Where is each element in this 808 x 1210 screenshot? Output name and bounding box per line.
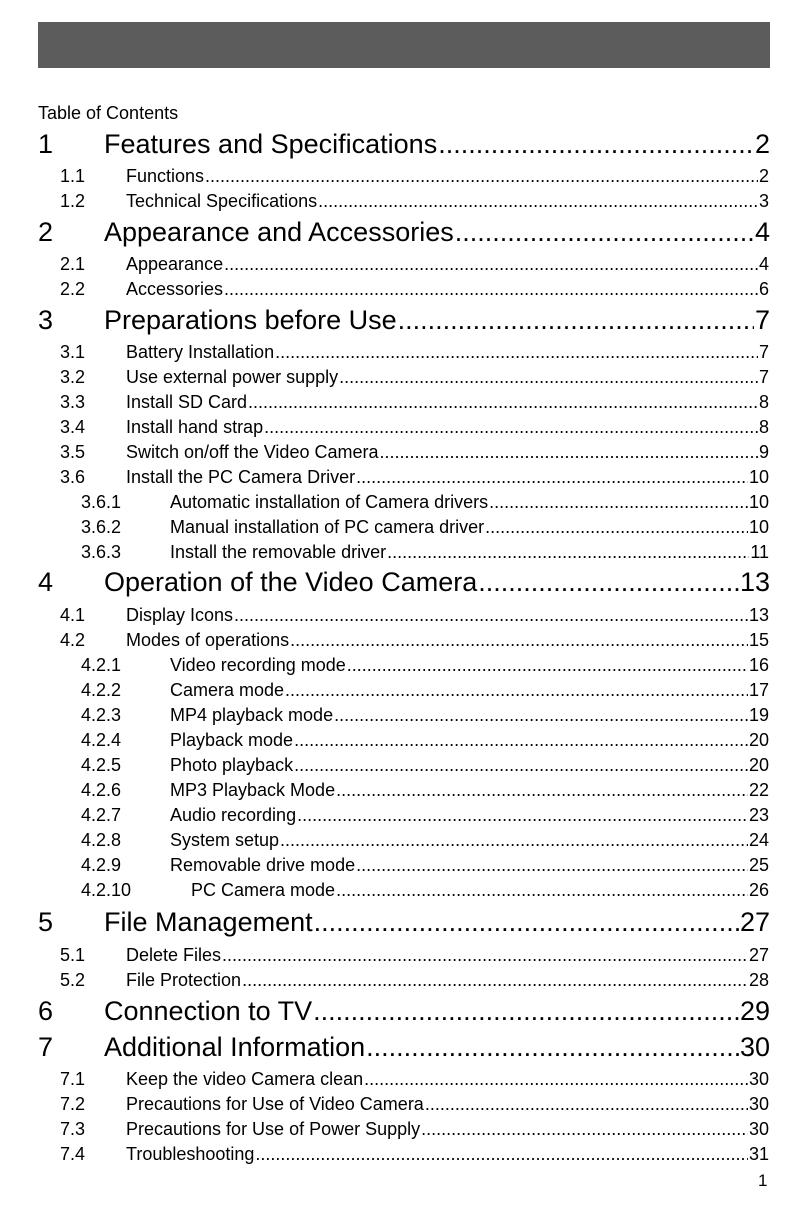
toc-dot-leader (205, 164, 758, 188)
toc-entry-title: Modes of operations (126, 630, 290, 650)
toc-entry-page: 10 (748, 517, 769, 537)
toc-entry-page: 27 (739, 907, 770, 937)
toc-entry[interactable] (81, 540, 769, 564)
toc-entry-number: 5 (38, 907, 54, 937)
toc-dot-leader (224, 252, 758, 276)
toc-entry-title: MP4 playback mode (170, 705, 334, 725)
toc-entry-page: 10 (748, 467, 769, 487)
toc-dot-leader (294, 753, 748, 777)
toc-entry[interactable] (81, 778, 769, 802)
toc-entry[interactable] (60, 365, 769, 389)
toc-entry[interactable] (81, 678, 769, 702)
toc-entry-title: System setup (170, 830, 280, 850)
toc-entry-page: 2 (758, 166, 769, 186)
toc-entry-number: 7.1 (60, 1069, 86, 1089)
toc-entry-number: 5.1 (60, 945, 86, 965)
toc-entry-number: 4.2.9 (81, 855, 122, 875)
toc-dot-leader (387, 540, 749, 564)
toc-entry-number: 4.2.6 (81, 780, 122, 800)
toc-entry-number: 1 (38, 129, 54, 159)
toc-entry-page: 13 (748, 605, 769, 625)
toc-entry[interactable] (81, 853, 769, 877)
toc-entry[interactable] (38, 566, 770, 598)
toc-entry[interactable] (81, 878, 769, 902)
toc-entry-title: Keep the video Camera clean (126, 1069, 364, 1089)
toc-dot-leader (280, 828, 748, 852)
toc-dot-leader (379, 440, 758, 464)
toc-entry-page: 26 (748, 880, 769, 900)
toc-entry[interactable] (60, 1117, 769, 1141)
toc-entry-page: 27 (748, 945, 769, 965)
toc-dot-leader (222, 943, 748, 967)
toc-dot-leader (294, 728, 748, 752)
toc-entry-title: Connection to TV (104, 996, 313, 1026)
toc-entry-page: 4 (754, 217, 770, 247)
toc-entry[interactable] (38, 216, 770, 248)
toc-entry-number: 4.2.1 (81, 655, 122, 675)
toc-dot-leader (364, 1067, 748, 1091)
toc-entry-title: Install the PC Camera Driver (126, 467, 356, 487)
toc-entry-page: 8 (758, 417, 769, 437)
toc-entry-title: Use external power supply (126, 367, 339, 387)
toc-entry-number: 4.2.5 (81, 755, 122, 775)
toc-dot-leader (489, 490, 748, 514)
toc-entry-page: 31 (748, 1144, 769, 1164)
toc-dot-leader (398, 304, 754, 336)
toc-entry[interactable] (60, 189, 769, 213)
toc-entry-page: 19 (748, 705, 769, 725)
toc-entry-number: 2.1 (60, 254, 86, 274)
toc-dot-leader (297, 803, 748, 827)
toc-dot-leader (366, 1031, 739, 1063)
toc-dot-leader (242, 968, 748, 992)
toc-heading: Table of Contents (38, 103, 179, 123)
toc-dot-leader (234, 603, 748, 627)
toc-entry-page: 7 (754, 305, 770, 335)
toc-entry-page: 16 (748, 655, 769, 675)
toc-entry-number: 6 (38, 996, 54, 1026)
toc-dot-leader (264, 415, 758, 439)
toc-entry-page: 17 (748, 680, 769, 700)
toc-entry[interactable] (60, 340, 769, 364)
toc-entry-number: 2.2 (60, 279, 86, 299)
toc-entry-title: Features and Specifications (104, 129, 438, 159)
toc-entry-number: 4.2.8 (81, 830, 122, 850)
toc-entry[interactable] (60, 277, 769, 301)
toc-entry-number: 4.2 (60, 630, 86, 650)
toc-entry-number: 3 (38, 305, 54, 335)
toc-entry-number: 4.1 (60, 605, 86, 625)
toc-entry-page: 13 (739, 567, 770, 597)
toc-entry-number: 7 (38, 1032, 54, 1062)
toc-entry-title: Photo playback (170, 755, 294, 775)
toc-entry[interactable] (60, 1067, 769, 1091)
toc-entry[interactable] (81, 728, 769, 752)
toc-entry-number: 4.2.2 (81, 680, 122, 700)
toc-entry[interactable] (60, 164, 769, 188)
toc-entry-page: 3 (758, 191, 769, 211)
toc-entry-title: Functions (126, 166, 205, 186)
toc-entry-title: Precautions for Use of Power Supply (126, 1119, 421, 1139)
toc-entry-title: Audio recording (170, 805, 297, 825)
toc-dot-leader (485, 515, 748, 539)
toc-entry[interactable] (60, 252, 769, 276)
toc-entry[interactable] (60, 415, 769, 439)
toc-dot-leader (334, 703, 748, 727)
page-number: 1 (758, 1171, 768, 1190)
toc-entry-title: Removable drive mode (170, 855, 356, 875)
toc-entry[interactable] (60, 1142, 769, 1166)
toc-entry-page: 8 (758, 392, 769, 412)
toc-dot-leader (421, 1117, 748, 1141)
toc-entry-number: 3.6.3 (81, 542, 122, 562)
toc-entry-title: MP3 Playback Mode (170, 780, 336, 800)
toc-entry-number: 3.6 (60, 467, 86, 487)
toc-entry-title: Display Icons (126, 605, 234, 625)
toc-entry-page: 22 (748, 780, 769, 800)
toc-dot-leader (339, 365, 758, 389)
toc-entry-page: 30 (748, 1094, 769, 1114)
toc-entry[interactable] (60, 465, 769, 489)
toc-entry[interactable] (81, 490, 769, 514)
toc-entry-title: File Protection (126, 970, 242, 990)
toc-dot-leader (438, 128, 754, 160)
toc-entry-page: 7 (758, 342, 769, 362)
toc-entry-title: Switch on/off the Video Camera (126, 442, 379, 462)
toc-dot-leader (255, 1142, 748, 1166)
toc-entry[interactable] (81, 703, 769, 727)
toc-entry-page: 25 (748, 855, 769, 875)
toc-entry-title: Troubleshooting (126, 1144, 255, 1164)
toc-entry-title: Install hand strap (126, 417, 264, 437)
toc-entry-page: 20 (748, 730, 769, 750)
toc-entry[interactable] (60, 603, 769, 627)
toc-entry-title: Playback mode (170, 730, 294, 750)
toc-entry-page: 30 (739, 1032, 770, 1062)
toc-entry-page: 30 (748, 1069, 769, 1089)
toc-entry-number: 4.2.3 (81, 705, 122, 725)
toc-dot-leader (336, 878, 748, 902)
toc-entry[interactable] (60, 968, 769, 992)
toc-entry-title: File Management (104, 907, 313, 937)
toc-entry-number: 3.4 (60, 417, 86, 437)
toc-entry[interactable] (38, 906, 770, 938)
toc-entry-number: 7.3 (60, 1119, 86, 1139)
toc-entry-page: 9 (758, 442, 769, 462)
toc-entry[interactable] (60, 1092, 769, 1116)
toc-entry-number: 5.2 (60, 970, 86, 990)
toc-entry-number: 3.2 (60, 367, 86, 387)
toc-entry-number: 1.2 (60, 191, 86, 211)
toc-entry[interactable] (81, 515, 769, 539)
toc-entry[interactable] (60, 440, 769, 464)
toc-entry-number: 4 (38, 567, 54, 597)
toc-entry-title: Appearance (126, 254, 224, 274)
toc-entry-number: 7.2 (60, 1094, 86, 1114)
toc-entry-page: 28 (748, 970, 769, 990)
toc-dot-leader (248, 390, 758, 414)
toc-entry-number: 3.3 (60, 392, 86, 412)
toc-entry-number: 1.1 (60, 166, 86, 186)
toc-entry-title: Appearance and Accessories (104, 217, 454, 247)
toc-entry-number: 4.2.4 (81, 730, 122, 750)
toc-entry-number: 4.2.7 (81, 805, 122, 825)
toc-entry[interactable] (60, 628, 769, 652)
toc-entry[interactable] (81, 653, 769, 677)
toc-entry[interactable] (38, 128, 770, 160)
toc-entry-page: 2 (754, 129, 770, 159)
toc-entry[interactable] (38, 1031, 770, 1063)
toc-entry-title: Delete Files (126, 945, 222, 965)
toc-entry-page: 10 (748, 492, 769, 512)
toc-entry-title: Accessories (126, 279, 224, 299)
toc-entry-page: 15 (748, 630, 769, 650)
toc-entry-title: Technical Specifications (126, 191, 318, 211)
toc-entry-number: 3.1 (60, 342, 86, 362)
toc-entry-title: PC Camera mode (191, 880, 336, 900)
toc-dot-leader (356, 853, 748, 877)
toc-entry-page: 4 (758, 254, 769, 274)
toc-entry-title: Install SD Card (126, 392, 248, 412)
toc-entry-number: 3.5 (60, 442, 86, 462)
toc-entry[interactable] (60, 943, 769, 967)
toc-dot-leader (285, 678, 748, 702)
toc-entry[interactable] (81, 753, 769, 777)
toc-entry-page: 29 (739, 996, 770, 1026)
toc-entry-page: 30 (748, 1119, 769, 1139)
toc-entry-page: 11 (750, 542, 769, 562)
toc-entry-page: 20 (748, 755, 769, 775)
toc-entry-title: Preparations before Use (104, 305, 397, 335)
toc-dot-leader (290, 628, 748, 652)
toc-entry[interactable] (81, 803, 769, 827)
toc-entry-number: 3.6.2 (81, 517, 122, 537)
toc-entry-page: 7 (758, 367, 769, 387)
toc-entry-title: Operation of the Video Camera (104, 567, 478, 597)
toc-dot-leader (336, 778, 748, 802)
toc-entry-title: Camera mode (170, 680, 285, 700)
toc-dot-leader (455, 216, 754, 248)
toc-entry-number: 3.6.1 (81, 492, 122, 512)
toc-entry-title: Battery Installation (126, 342, 275, 362)
toc-dot-leader (275, 340, 758, 364)
toc-entry-number: 4.2.10 (81, 880, 132, 900)
toc-dot-leader (224, 277, 758, 301)
toc-entry-title: Precautions for Use of Video Camera (126, 1094, 424, 1114)
toc-entry-page: 24 (748, 830, 769, 850)
toc-dot-leader (318, 189, 758, 213)
toc-dot-leader (347, 653, 748, 677)
toc-entry[interactable] (60, 390, 769, 414)
toc-entry-title: Manual installation of PC camera driver (170, 517, 485, 537)
toc-dot-leader (314, 906, 739, 938)
toc-entry-number: 2 (38, 217, 54, 247)
toc-entry-page: 6 (758, 279, 769, 299)
toc-dot-leader (313, 995, 739, 1027)
toc-dot-leader (425, 1092, 748, 1116)
toc-entry-title: Additional Information (104, 1032, 366, 1062)
toc-entry-title: Automatic installation of Camera drivers (170, 492, 489, 512)
toc-entry-title: Install the removable driver (170, 542, 387, 562)
toc-entry[interactable] (38, 995, 770, 1027)
toc-entry-number: 7.4 (60, 1144, 86, 1164)
toc-entry[interactable] (38, 304, 770, 336)
toc-dot-leader (478, 566, 739, 598)
toc-entry[interactable] (81, 828, 769, 852)
toc-dot-leader (356, 465, 748, 489)
toc-entry-title: Video recording mode (170, 655, 346, 675)
toc-entry-page: 23 (748, 805, 769, 825)
